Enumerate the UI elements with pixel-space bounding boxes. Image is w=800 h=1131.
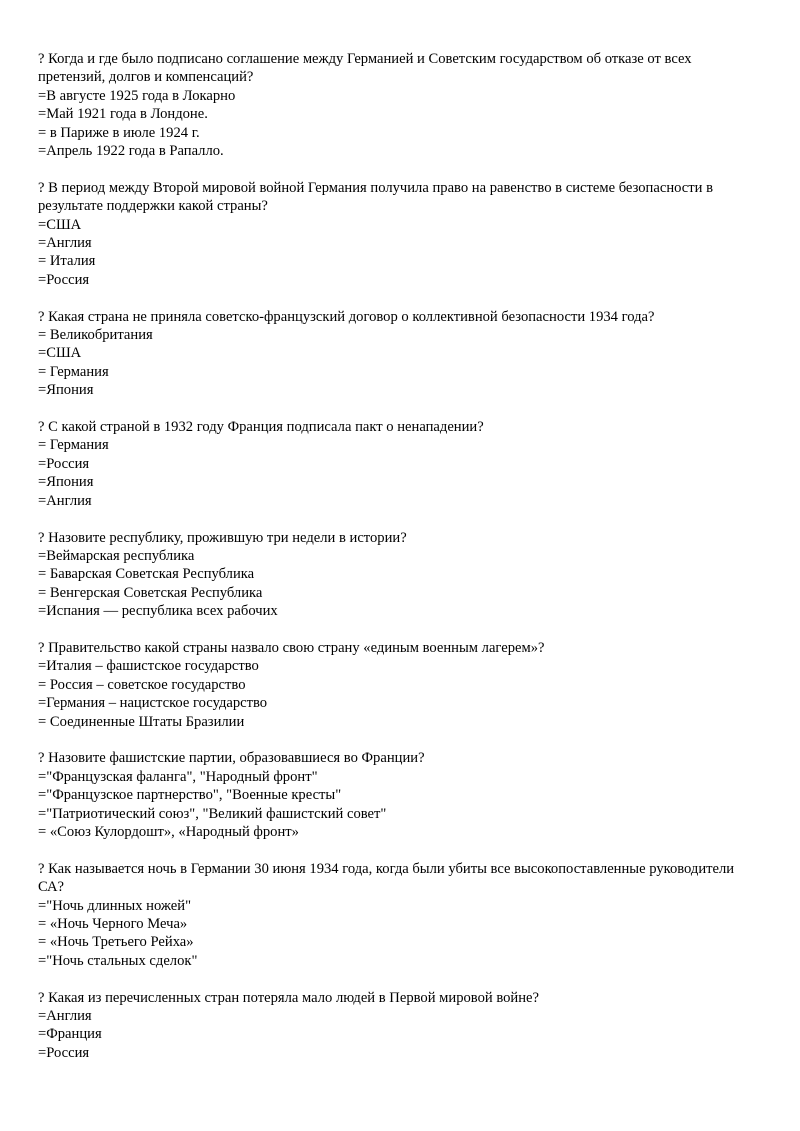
- answer-option: =Россия: [38, 455, 90, 472]
- answer-option: =Англия: [38, 235, 92, 252]
- question-text: ? Какая страна не приняла советско-французский договор о коллективной безопасности 1934 года?: [38, 308, 655, 325]
- answer-option: = Италия: [38, 253, 96, 270]
- answer-option: = Германия: [38, 437, 109, 454]
- answer-option: =Англия: [38, 1008, 92, 1024]
- answer-option: =Веймарская республика: [38, 547, 195, 564]
- question-text: ? Назовите республику, прожившую три недели в истории?: [38, 529, 407, 546]
- answer-option: =США: [38, 345, 82, 362]
- answer-option: = Баварская Советская Республика: [38, 566, 255, 583]
- answer-option: =В августе 1925 года в Локарно: [38, 87, 236, 104]
- answer-option: =Германия – нацистское государство: [38, 695, 268, 712]
- answer-option: = в Париже в июле 1924 г.: [38, 124, 200, 141]
- answer-option: = Германия: [38, 363, 109, 380]
- question-text: ? Как называется ночь в Германии 30 июня 1934 года, когда были убиты все высокопоставленные руководители СА?: [38, 860, 738, 896]
- question-text: ? Когда и где было подписано соглашение между Германией и Советским государством об отказе от всех претензий, долгов и компенсаций?: [38, 51, 696, 86]
- answer-option: =Россия: [38, 1044, 90, 1061]
- question-text: ? Правительство какой страны назвало свою страну «единым военным лагерем»?: [38, 639, 545, 656]
- question-block: [38, 860, 758, 970]
- question-block: [38, 308, 758, 400]
- answer-option: =Франция: [38, 1026, 102, 1043]
- answer-option: =Испания — республика всех рабочих: [38, 603, 278, 620]
- answer-option: = «Союз Кулордошт», «Народный фронт»: [38, 823, 299, 840]
- document-body: [38, 50, 758, 1081]
- question-block: [38, 749, 758, 841]
- question-block: [38, 50, 758, 160]
- answer-option: ="Патриотический союз", "Великий фашистский совет": [38, 805, 387, 822]
- answer-option: =Май 1921 года в Лондоне.: [38, 106, 208, 123]
- answer-option: =Япония: [38, 382, 94, 399]
- question-text: ? С какой страной в 1932 году Франция подписала пакт о ненападении?: [38, 419, 484, 436]
- answer-option: = Венгерская Советская Республика: [38, 584, 263, 601]
- question-text: ? В период между Второй мировой войной Германия получила право на равенство в системе безопасности в результате поддержки какой страны?: [38, 179, 717, 215]
- answer-option: ="Ночь стальных сделок": [38, 952, 198, 969]
- answer-option: = Россия – советское государство: [38, 676, 246, 693]
- answer-option: = Великобритания: [38, 327, 153, 344]
- answer-option: =Япония: [38, 474, 94, 491]
- question-block: [38, 989, 758, 1063]
- answer-option: = Соединенные Штаты Бразилии: [38, 713, 245, 730]
- question-block: [38, 639, 758, 731]
- question-block: [38, 529, 758, 621]
- question-block: [38, 179, 758, 289]
- answer-option: = «Ночь Черного Меча»: [38, 915, 188, 932]
- answer-option: =Апрель 1922 года в Рапалло.: [38, 143, 224, 160]
- question-text: ? Какая из перечисленных стран потеряла мало людей в Первой мировой войне?: [38, 989, 540, 1006]
- answer-option: ="Французское партнерство", "Военные кресты": [38, 787, 342, 804]
- answer-option: ="Ночь длинных ножей": [38, 897, 192, 914]
- answer-option: = «Ночь Третьего Рейха»: [38, 934, 194, 951]
- answer-option: =Англия: [38, 492, 92, 509]
- answer-option: =США: [38, 216, 82, 233]
- answer-option: =Россия: [38, 271, 90, 288]
- answer-option: =Италия – фашистское государство: [38, 658, 259, 675]
- question-block: [38, 418, 758, 510]
- answer-option: ="Французская фаланга", "Народный фронт": [38, 768, 318, 785]
- question-text: ? Назовите фашистские партии, образовавшиеся во Франции?: [38, 750, 425, 767]
